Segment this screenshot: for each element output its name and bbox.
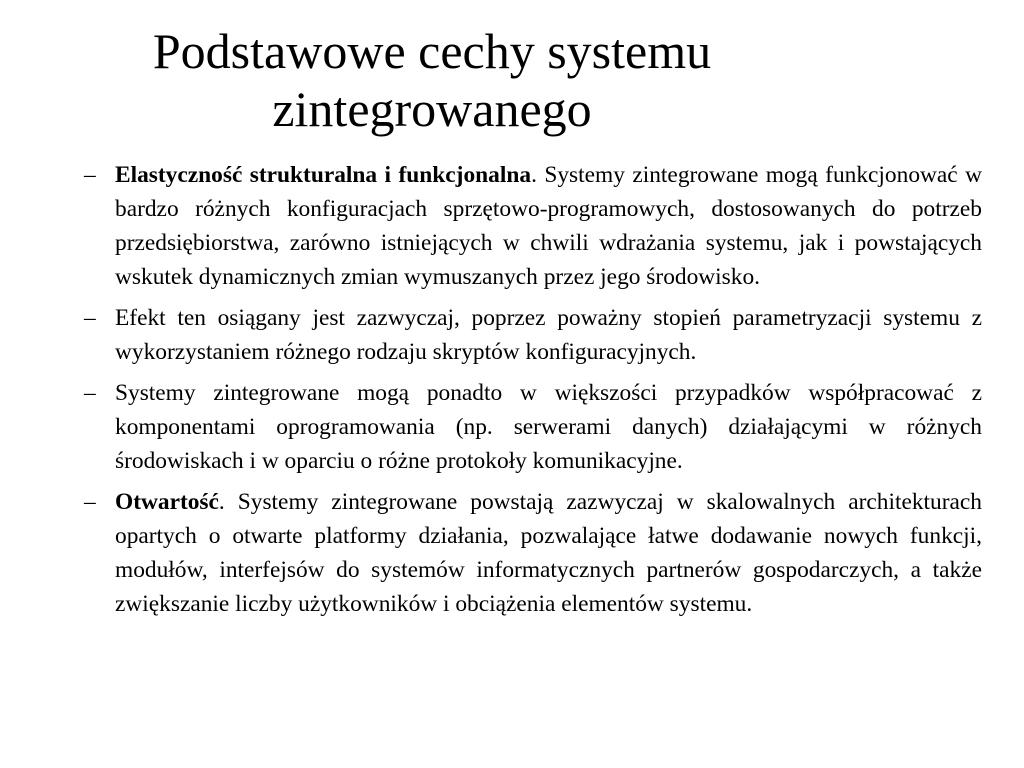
bullet-dash: –: [84, 305, 96, 331]
bullet-term-flexibility: Elastyczność strukturalna i funkcjonalna: [115, 162, 532, 188]
bullet-dash: –: [84, 380, 96, 406]
bullet-item-parametrization: [84, 301, 982, 369]
bullet-item-interoperability: [84, 376, 982, 478]
bullet-text-openness: . Systemy zintegrowane powstają zazwyczaj w skalowalnych architekturach opartych o otwarte platformy działania, pozwalające łatwe dodawanie nowych funkcji, modułów, interfejsów do systemów informatycznych partnerów gospodarczych, a także zwiększanie liczby użytkowników i obciążenia elementów systemu.: [115, 489, 982, 617]
slide-title-line-1: Podstawowe cechy systemu: [152, 23, 712, 79]
bullet-item-openness: [84, 485, 982, 621]
slide-title-line-2: zintegrowanego: [272, 81, 592, 137]
bullet-dash: –: [84, 489, 96, 515]
bullet-item-flexibility: [84, 158, 982, 294]
bullet-dash: –: [84, 162, 96, 188]
bullet-text-flexibility: . Systemy zintegrowane mogą funkcjonować w bardzo różnych konfiguracjach sprzętowo-programowych, dostosowanych do potrzeb przedsiębiorstwa, zarówno istniejących w chwili wdrażania systemu, jak i powstających wskutek dynamicznych zmian wymuszanych przez jego środowisko.: [115, 162, 982, 290]
slide-title: [0, 22, 864, 138]
bullet-text-interoperability: Systemy zintegrowane mogą ponadto w większości przypadków współpracować z komponentami oprogramowania (np. serwerami danych) działającymi w różnych środowiskach i w oparciu o różne protokoły komunikacyjne.: [115, 380, 982, 474]
bullet-text-parametrization: Efekt ten osiągany jest zazwyczaj, poprzez poważny stopień parametryzacji systemu z wykorzystaniem różnego rodzaju skryptów konfiguracyjnych.: [115, 305, 982, 365]
bullet-list: [84, 158, 982, 628]
bullet-term-openness: Otwartość: [115, 489, 219, 515]
